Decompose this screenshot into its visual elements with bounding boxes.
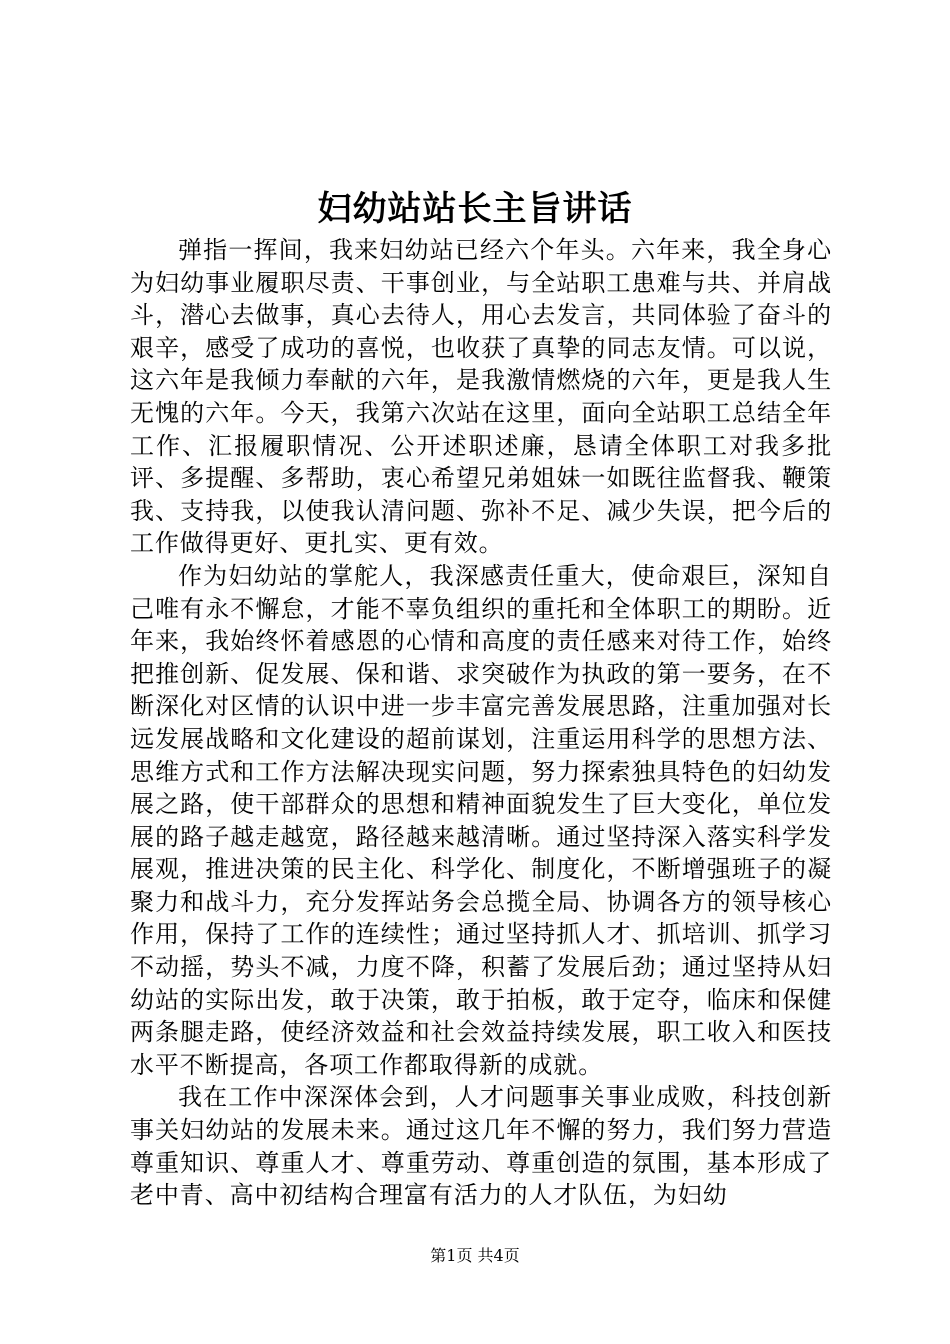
paragraph-1: 弹指一挥间，我来妇幼站已经六个年头。六年来，我全身心为妇幼事业履职尽责、干事创业，与全站职工患难与共、并肩战斗，潜心去做事，真心去待人，用心去发言，共同体验了奋斗的艰辛，感受了成功的喜悦，也收获了真挚的同志友情。可以说，这六年是我倾力奉献的六年，是我激情燃烧的六年，更是我人生无愧的六年。今天，我第六次站在这里，面向全站职工总结全年工作、汇报履职情况、公开述职述廉，恳请全体职工对我多批评、多提醒、多帮助，衷心希望兄弟姐妹一如既往监督我、鞭策我、支持我，以使我认清问题、弥补不足、减少失误，把今后的工作做得更好、更扎实、更有效。	[130, 236, 832, 558]
page-footer	[0, 1246, 950, 1266]
document-title: 妇幼站站长主旨讲话	[317, 189, 633, 229]
document-body	[130, 234, 832, 1212]
paragraph-3: 我在工作中深深体会到，人才问题事关事业成败，科技创新事关妇幼站的发展未来。通过这几年不懈的努力，我们努力营造尊重知识、尊重人才、尊重劳动、尊重创造的氛围，基本形成了老中青、高中初结构合理富有活力的人才队伍，为妇幼	[130, 1083, 832, 1210]
page-number: 第1页 共4页	[430, 1246, 520, 1265]
paragraph-2: 作为妇幼站的掌舵人，我深感责任重大，使命艰巨，深知自己唯有永不懈怠，才能不辜负组织的重托和全体职工的期盼。近年来，我始终怀着感恩的心情和高度的责任感来对待工作，始终把推创新、促发展、保和谐、求突破作为执政的第一要务，在不断深化对区情的认识中进一步丰富完善发展思路，注重加强对长远发展战略和文化建设的超前谋划，注重运用科学的思想方法、思维方式和工作方法解决现实问题，努力探索独具特色的妇幼发展之路，使干部群众的思想和精神面貌发生了巨大变化，单位发展的路子越走越宽，路径越来越清晰。通过坚持深入落实科学发展观，推进决策的民主化、科学化、制度化，不断增强班子的凝聚力和战斗力，充分发挥站务会总揽全局、协调各方的领导核心作用，保持了工作的连续性；通过坚持抓人才、抓培训、抓学习不动摇，势头不减，力度不降，积蓄了发展后劲；通过坚持从妇幼站的实际出发，敢于决策，敢于拍板，敢于定夺，临床和保健两条腿走路，使经济效益和社会效益持续发展，职工收入和医技水平不断提高，各项工作都取得新的成就。	[130, 561, 832, 1079]
